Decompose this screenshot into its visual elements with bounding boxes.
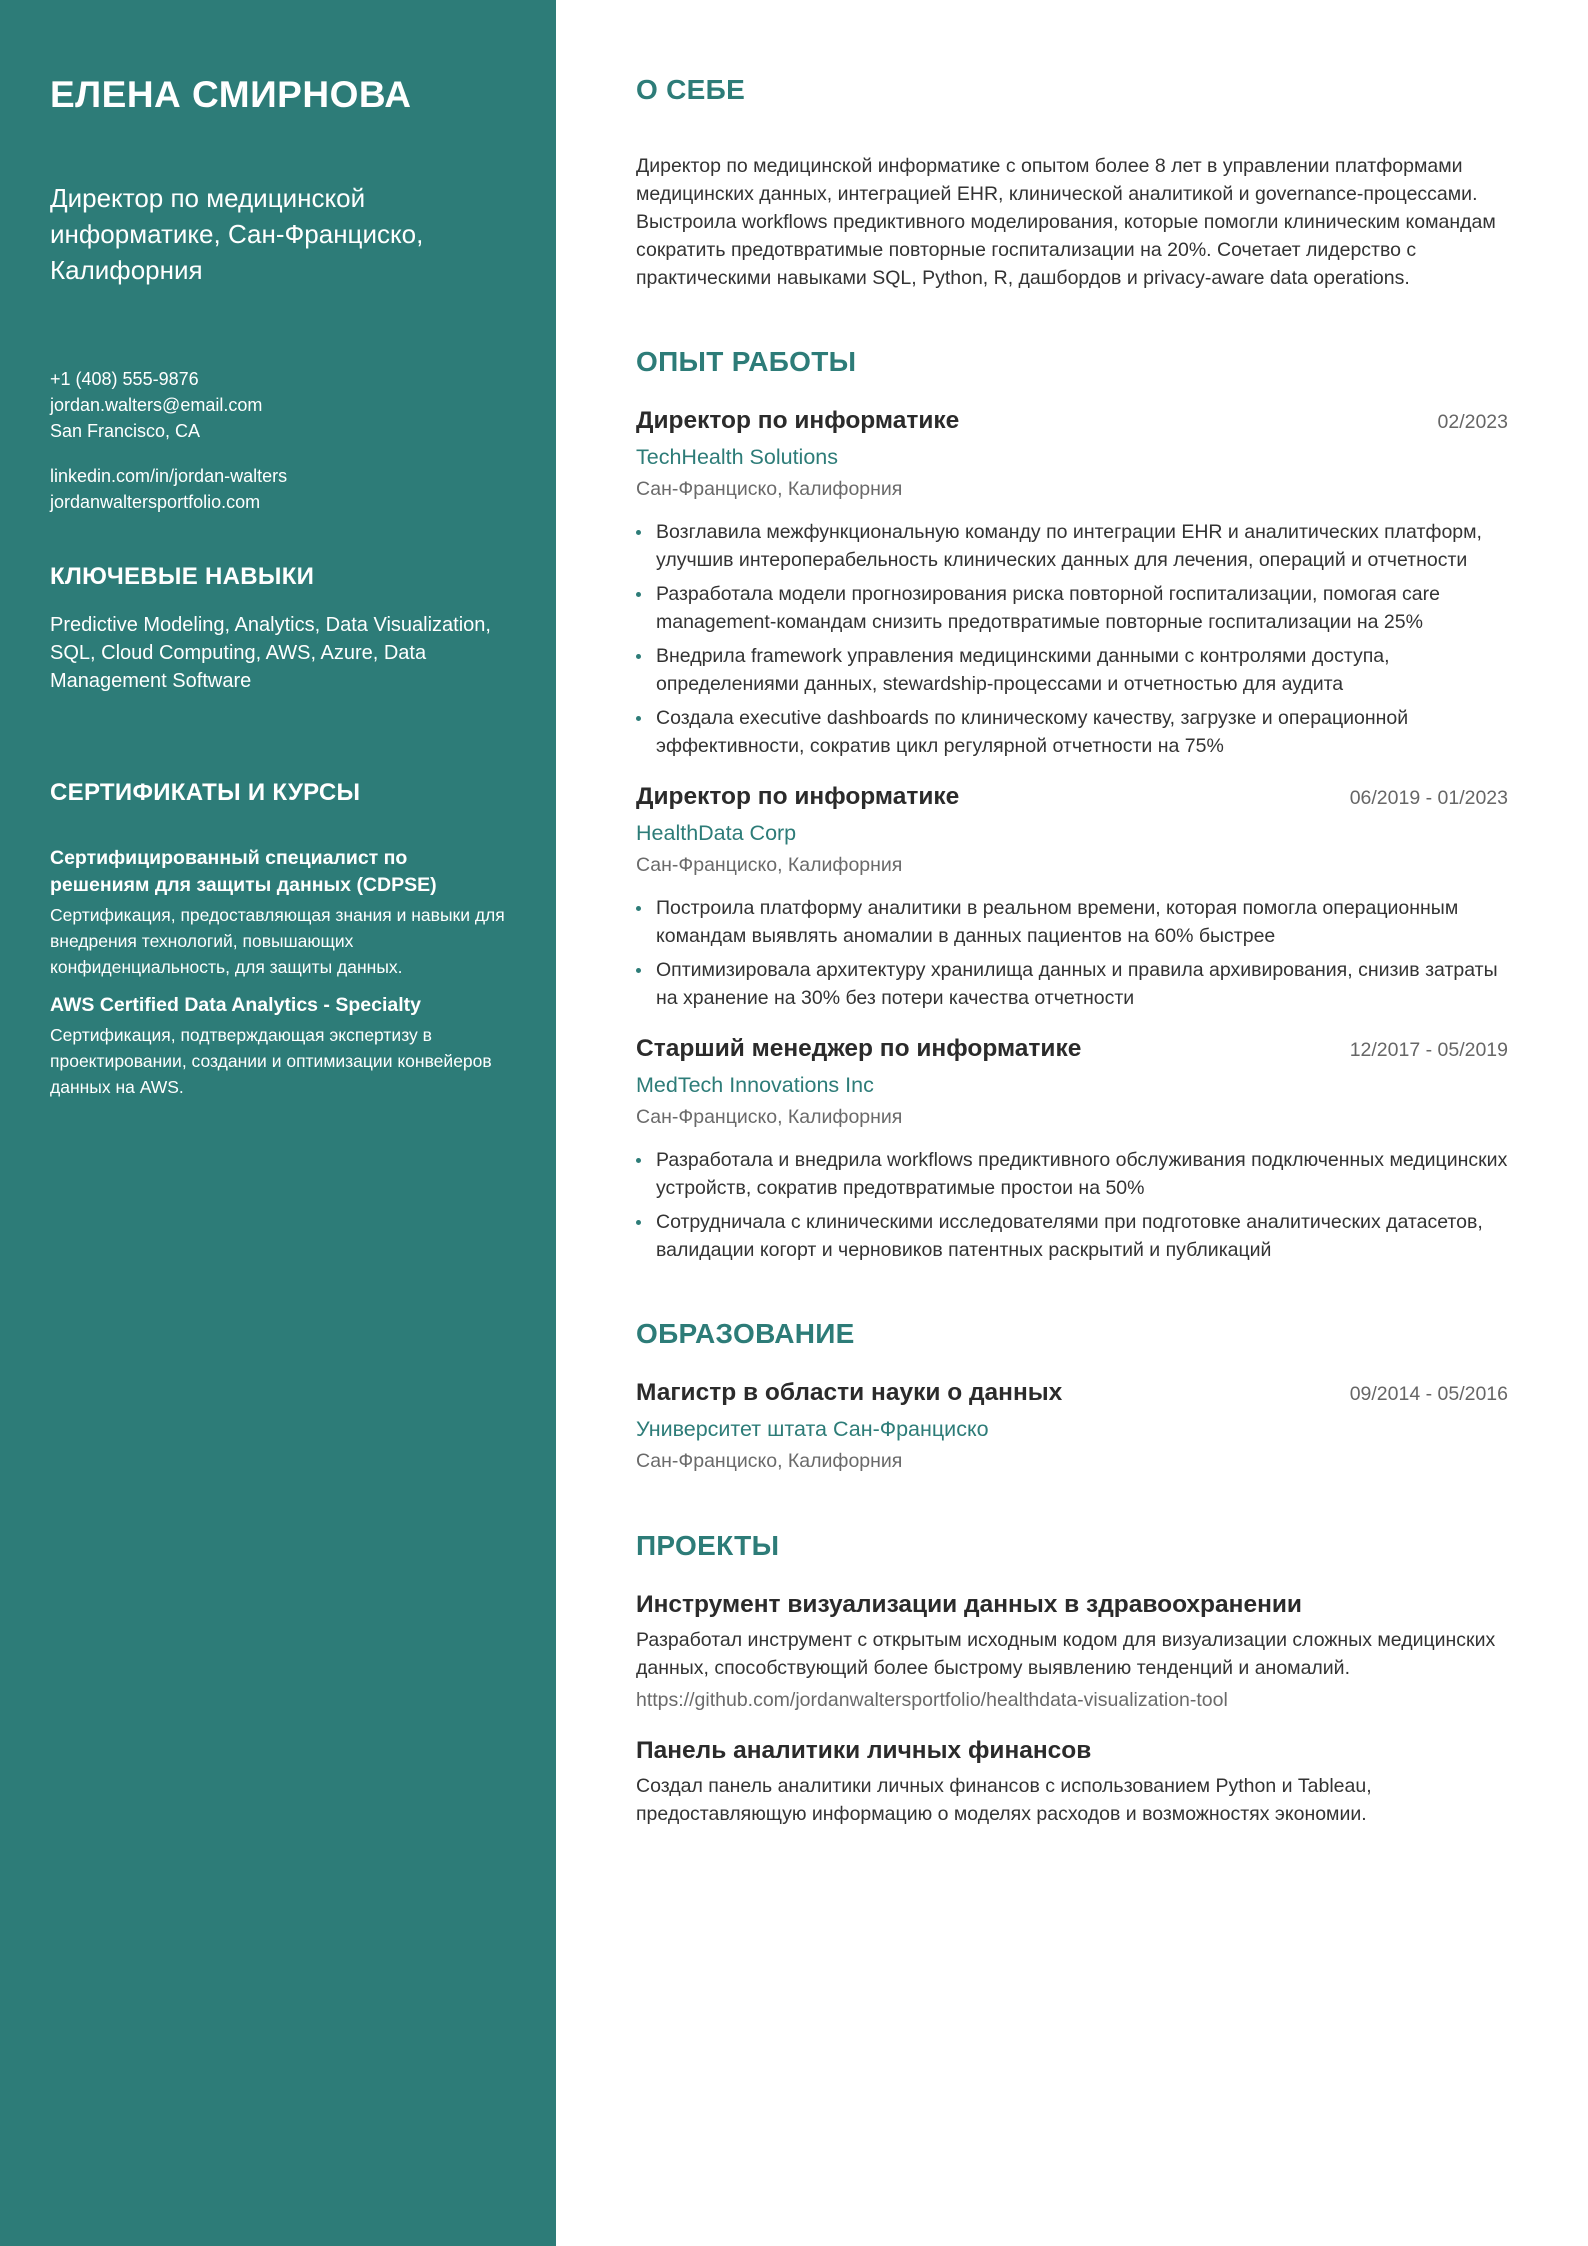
job-bullet: Создала executive dashboards по клиническому качеству, загрузке и операционной эффективности, сократив цикл регулярной отчетности на 75% (636, 704, 1508, 760)
job-bullet: Разработала и внедрила workflows предиктивного обслуживания подключенных медицинских устройств, сократив предотвратимые простои на 50% (636, 1146, 1508, 1202)
certification-item (50, 845, 506, 980)
job-entry (636, 780, 1508, 1012)
project-link[interactable]: https://github.com/jordanwaltersportfolio/healthdata-visualization-tool (636, 1689, 1228, 1711)
job-title: Директор по информатике (636, 407, 960, 434)
company-name: TechHealth Solutions (636, 445, 838, 469)
candidate-headline: Директор по медицинской информатике, Сан-Франциско, Калифорния (50, 183, 424, 285)
certification-title: AWS Certified Data Analytics - Specialty (50, 994, 421, 1016)
certifications-list (50, 845, 506, 1100)
project-description: Создал панель аналитики личных финансов с использованием Python и Tableau, предоставляющую информацию о моделях расходов и возможностях экономии. (636, 1775, 1372, 1825)
job-bullet: Оптимизировала архитектуру хранилища данных и правила архивирования, снизив затраты на хранение на 30% без потери качества отчетности (636, 956, 1508, 1012)
job-bullets (636, 518, 1508, 760)
job-location: Сан-Франциско, Калифорния (636, 478, 903, 500)
certification-title: Сертифицированный специалист по решениям для защиты данных (CDPSE) (50, 847, 437, 896)
education-entry (636, 1376, 1508, 1476)
city: San Francisco, CA (50, 421, 201, 441)
school-name: Университет штата Сан-Франциско (636, 1417, 989, 1441)
job-bullets (636, 1146, 1508, 1264)
company-name: MedTech Innovations Inc (636, 1073, 874, 1097)
certifications-heading: СЕРТИФИКАТЫ И КУРСЫ (50, 779, 361, 806)
main-content (636, 0, 1508, 1828)
contact-block (50, 366, 506, 515)
job-bullet: Внедрила framework управления медицинскими данными с контролями доступа, определениями данных, stewardship-процессами и отчетностью для аудита (636, 642, 1508, 698)
job-bullet: Построила платформу аналитики в реальном времени, которая помогла операционным командам выявлять аномалии в данных пациентов на 60% быстрее (636, 894, 1508, 950)
job-title: Старший менеджер по информатике (636, 1035, 1082, 1062)
certification-description: Сертификация, предоставляющая знания и навыки для внедрения технологий, повышающих конфиденциальность, для защиты данных. (50, 905, 505, 977)
education-section (636, 1316, 1508, 1476)
about-text: Директор по медицинской информатике с опытом более 8 лет в управлении платформами медицинских данных, интеграцией EHR, клинической аналитикой и governance-процессами. Выстроила workflows предиктивного моделирования, которые помогли клиническим командам сократить предотвратимые повторные госпитализации на 20%. Сочетает лидерство с практическими навыками SQL, Python, R, дашбордов и privacy-aware data operations. (636, 155, 1496, 289)
sidebar (0, 0, 556, 2246)
degree-title: Магистр в области науки о данных (636, 1379, 1063, 1406)
project-list (636, 1588, 1508, 1828)
job-date: 02/2023 (1437, 411, 1508, 433)
job-bullet: Возглавила межфункциональную команду по интеграции EHR и аналитических платформ, улучшив интероперабельность клинических данных для лечения, операций и отчетности (636, 518, 1508, 574)
projects-section (636, 1528, 1508, 1828)
job-bullet: Разработала модели прогнозирования риска повторной госпитализации, помогая care management-командам снизить предотвратимые повторные госпитализации на 25% (636, 580, 1508, 636)
job-date: 12/2017 - 05/2019 (1349, 1039, 1508, 1061)
projects-heading: ПРОЕКТЫ (636, 1530, 780, 1561)
certification-description: Сертификация, подтверждающая экспертизу в проектировании, создании и оптимизации конвейеров данных на AWS. (50, 1025, 492, 1097)
project-item (636, 1734, 1508, 1828)
experience-section (636, 344, 1508, 1264)
education-heading: ОБРАЗОВАНИЕ (636, 1318, 855, 1349)
email-address: jordan.walters@email.com (50, 395, 263, 415)
about-heading: О СЕБЕ (636, 74, 746, 105)
job-location: Сан-Франциско, Калифорния (636, 1106, 903, 1128)
candidate-name: ЕЛЕНА СМИРНОВА (50, 74, 412, 115)
project-title: Инструмент визуализации данных в здравоохранении (636, 1591, 1302, 1618)
certification-item (50, 992, 506, 1100)
skills-list: Predictive Modeling, Analytics, Data Visualization, SQL, Cloud Computing, AWS, Azure, Data Management Software (50, 614, 491, 692)
phone-number: +1 (408) 555-9876 (50, 369, 199, 389)
project-item (636, 1588, 1508, 1714)
project-description: Разработал инструмент с открытым исходным кодом для визуализации сложных медицинских данных, способствующий более быстрому выявлению тенденций и аномалий. (636, 1629, 1496, 1679)
company-name: HealthData Corp (636, 821, 797, 845)
skills-heading: КЛЮЧЕВЫЕ НАВЫКИ (50, 563, 315, 590)
job-location: Сан-Франциско, Калифорния (636, 854, 903, 876)
job-list (636, 404, 1508, 1264)
job-date: 06/2019 - 01/2023 (1349, 787, 1508, 809)
job-bullets (636, 894, 1508, 1012)
job-bullet: Сотрудничала с клиническими исследователями при подготовке аналитических датасетов, валидации когорт и черновиков патентных раскрытий и публикаций (636, 1208, 1508, 1264)
school-location: Сан-Франциско, Калифорния (636, 1450, 903, 1472)
experience-heading: ОПЫТ РАБОТЫ (636, 346, 857, 377)
job-entry (636, 404, 1508, 760)
education-date: 09/2014 - 05/2016 (1349, 1383, 1508, 1405)
job-entry (636, 1032, 1508, 1264)
linkedin-link[interactable]: linkedin.com/in/jordan-walters (50, 466, 288, 486)
portfolio-link[interactable]: jordanwaltersportfolio.com (50, 492, 261, 512)
project-title: Панель аналитики личных финансов (636, 1737, 1092, 1764)
job-title: Директор по информатике (636, 783, 960, 810)
about-section (636, 72, 1508, 292)
